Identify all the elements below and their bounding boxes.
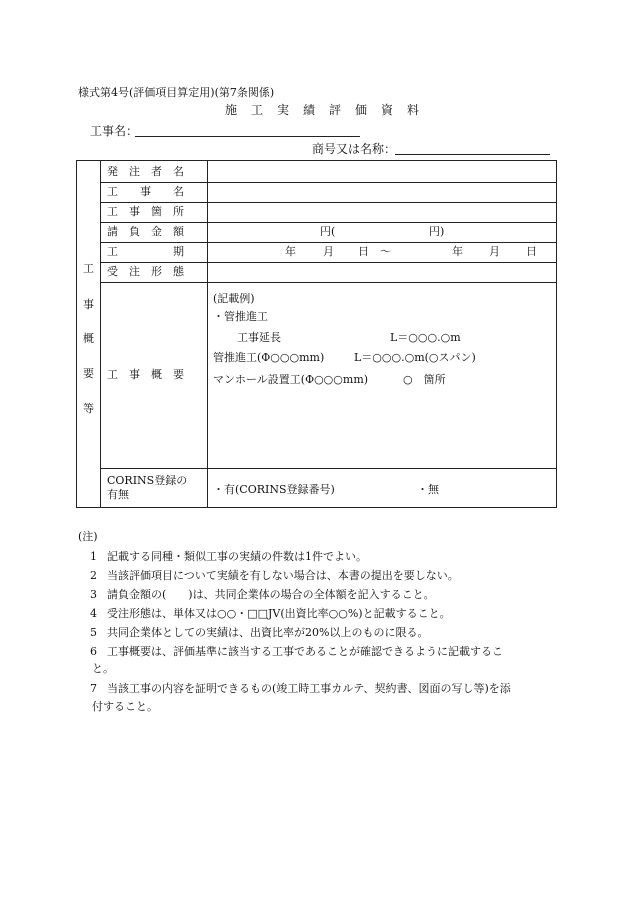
example-heading: (記載例) — [213, 292, 255, 305]
label-order-type: 受 注 形 態 — [107, 265, 184, 278]
note-number: 6 — [90, 645, 97, 658]
period-start-day: 日 ～ — [358, 245, 391, 258]
divider — [100, 468, 556, 469]
divider — [100, 161, 101, 507]
example-item: ・管推進工 — [213, 310, 268, 323]
side-label-char: 事 — [83, 298, 94, 311]
note-text: 記載する同種・類似工事の実績の件数は1件でよい。 — [107, 550, 367, 563]
label-corins-2: 有無 — [107, 488, 129, 501]
form-number: 様式第4号(評価項目算定用)(第7条関係) — [78, 86, 275, 99]
corins-no-option[interactable]: ・無 — [417, 483, 439, 496]
period-start-month: 月 — [323, 245, 334, 258]
note-text: 当該評価項目について実績を有しない場合は、本書の提出を要しない。 — [107, 569, 459, 582]
order-type-value[interactable] — [208, 263, 556, 282]
label-project: 工 事 名 — [107, 185, 184, 198]
location-value[interactable] — [208, 203, 556, 222]
label-contract-amount: 請 負 金 額 — [107, 225, 184, 238]
page-title: 施 工 実 績 評 価 資 料 — [225, 103, 421, 117]
note-number: 2 — [90, 569, 97, 582]
period-end-month: 月 — [489, 245, 500, 258]
period-start-year: 年 — [285, 245, 296, 258]
note-text: 工事概要は、評価基準に該当する工事であることが確認できるように記載するこ — [107, 645, 503, 658]
note-number: 3 — [90, 588, 97, 601]
note-text: 共同企業体としての実績は、出資比率が20%以上のものに限る。 — [107, 626, 429, 639]
divider — [100, 282, 556, 283]
note-number: 1 — [90, 550, 97, 563]
example-manhole-count: ○ 箇所 — [403, 373, 446, 386]
note-text: 受注形態は、単体又は○○・□□JV(出資比率○○%)と記載すること。 — [107, 607, 451, 620]
example-pipe: 管推進工(Φ○○○mm) — [213, 351, 325, 364]
divider — [100, 222, 556, 223]
note-text-continued: 付すること。 — [92, 700, 158, 713]
company-name-label: 商号又は名称： — [312, 142, 397, 156]
project-overview-table — [76, 160, 557, 508]
label-orderer: 発 注 者 名 — [107, 165, 184, 178]
label-corins: CORINS登録の — [107, 474, 188, 487]
period-end-year: 年 — [452, 245, 463, 258]
example-manhole: マンホール設置工(Φ○○○mm) — [213, 373, 369, 386]
example-length-label: 工事延長 — [237, 331, 281, 344]
project-name-line[interactable] — [135, 136, 360, 137]
note-text: 当該工事の内容を証明できるもの(竣工時工事カルテ、契約書、図面の写し等)を添 — [107, 682, 511, 695]
side-label-char: 工 — [83, 262, 94, 275]
amount-yen: 円( — [320, 225, 336, 238]
project-name-label: 工事名： — [90, 124, 139, 138]
note-number: 5 — [90, 626, 97, 639]
side-label-char: 等 — [83, 402, 94, 415]
note-text: 請負金額の( )は、共同企業体の場合の全体額を記入すること。 — [107, 588, 435, 601]
note-number: 7 — [90, 682, 97, 695]
label-overview: 工 事 概 要 — [107, 368, 184, 381]
project-value[interactable] — [208, 183, 556, 202]
side-label-char: 要 — [83, 367, 94, 380]
orderer-value[interactable] — [208, 161, 556, 182]
divider — [100, 242, 556, 243]
example-length-value: L＝○○○.○m — [390, 331, 461, 344]
note-text-continued: と。 — [92, 662, 114, 675]
period-end-day: 日 — [526, 245, 537, 258]
note-number: 4 — [90, 607, 97, 620]
corins-yes-option[interactable]: ・有(CORINS登録番号) — [213, 483, 335, 496]
side-label-char: 概 — [83, 332, 94, 345]
example-pipe-length: L＝○○○.○m(○スパン) — [354, 351, 476, 364]
label-location: 工 事 箇 所 — [107, 205, 184, 218]
amount-yen-total: 円) — [429, 225, 445, 238]
company-name-line[interactable] — [395, 154, 550, 155]
label-period: 工 期 — [107, 245, 184, 258]
notes-title: (注) — [78, 530, 98, 543]
